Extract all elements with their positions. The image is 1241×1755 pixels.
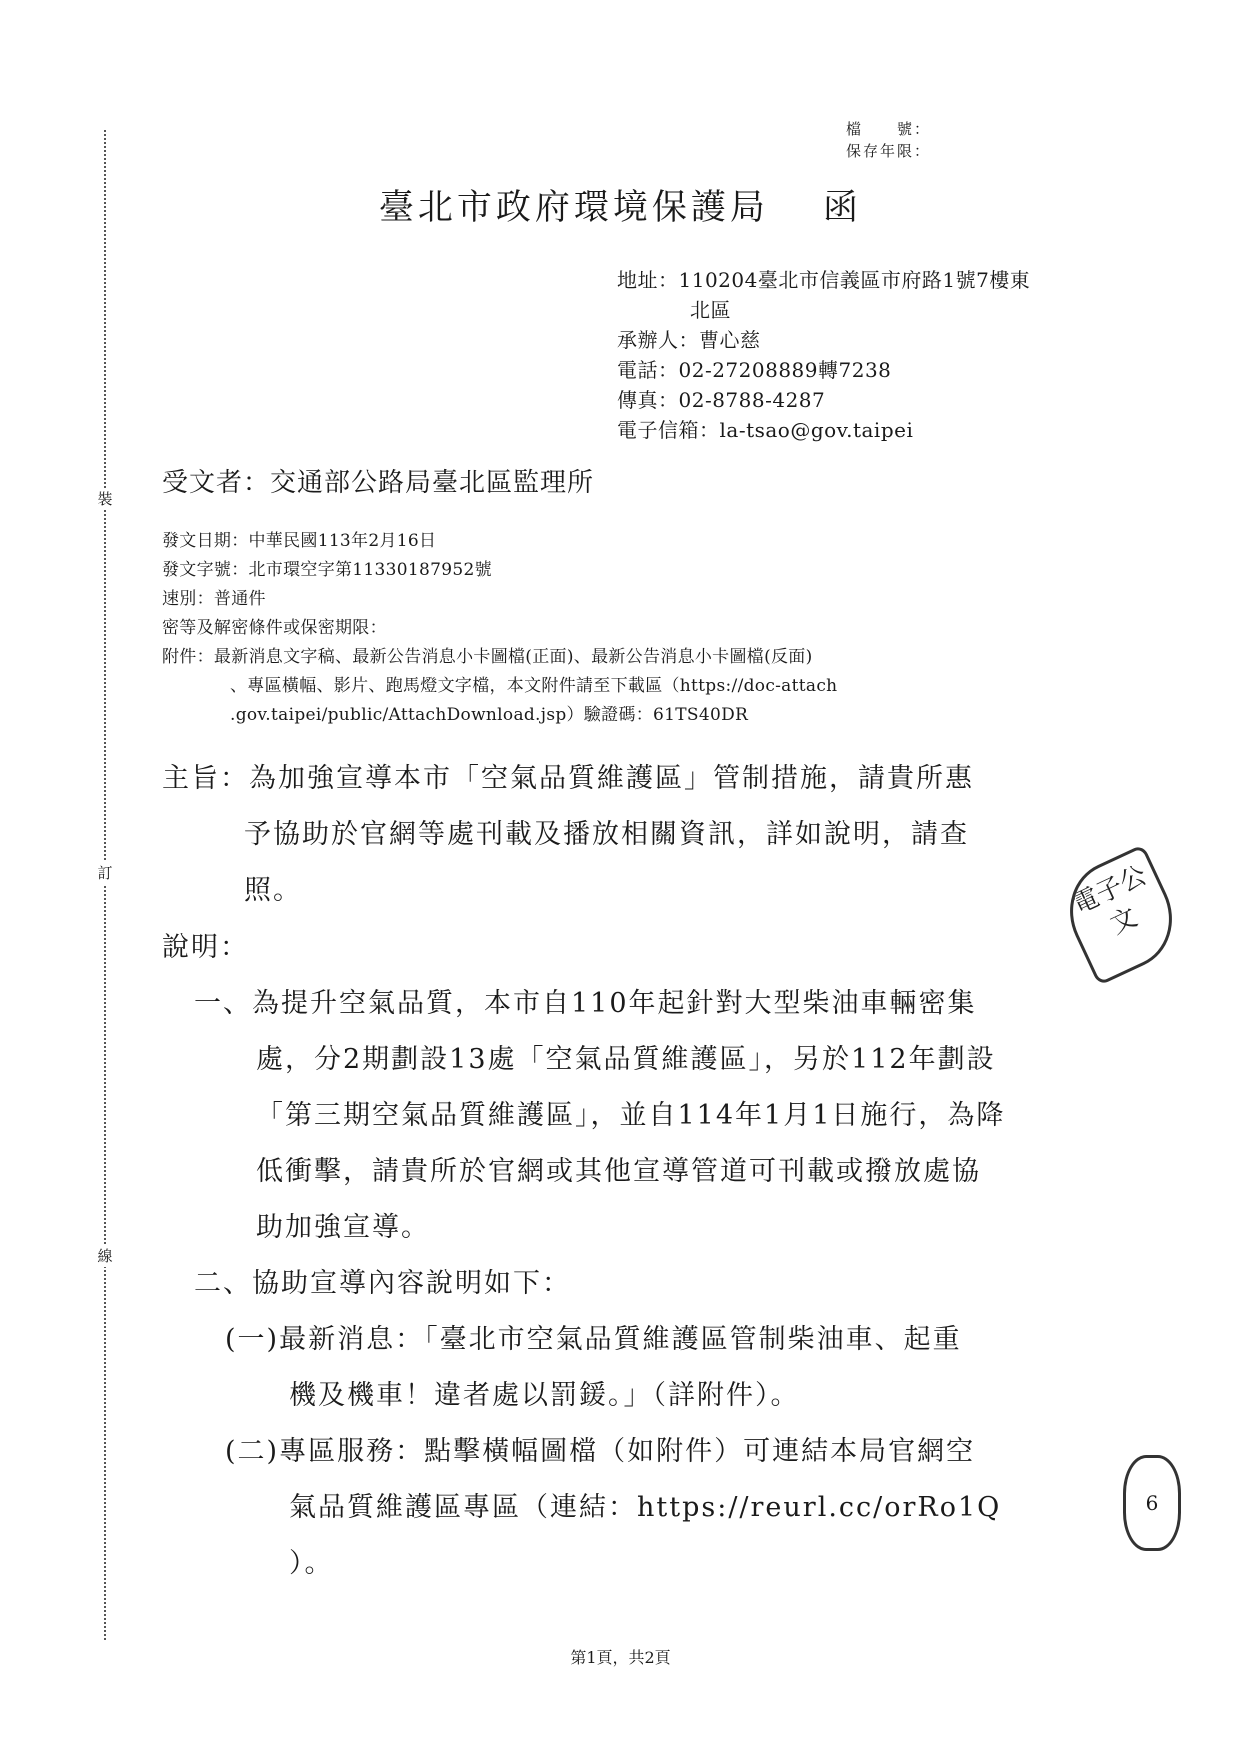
contact-email: 電子信箱：la-tsao@gov.taipei (617, 418, 914, 442)
binding-dotted-line (104, 130, 106, 1640)
sub-item-1-line-1: (一)最新消息：「臺北市空氣品質維護區管制柴油車、起重 (225, 1324, 962, 1355)
speed-category: 速別：普通件 (162, 589, 266, 609)
explanation-item-1-line-5: 助加強宣導。 (256, 1212, 430, 1243)
issue-date: 發文日期：中華民國113年2月16日 (162, 531, 437, 551)
sub-item-2-line-2: 氣品質維護區專區（連結：https://reurl.cc/orRo1Q (289, 1492, 1002, 1523)
explanation-item-1-line-4: 低衝擊，請貴所於官網或其他宣導管道可刊載或撥放處協 (256, 1156, 981, 1187)
explanation-item-1-line-3: 「第三期空氣品質維護區」，並自114年1月1日施行，為降 (256, 1100, 1006, 1131)
document-number: 發文字號：北市環空字第11330187952號 (162, 560, 492, 580)
binding-mark-xian: 線 (90, 1245, 120, 1267)
contact-handler: 承辦人：曹心慈 (617, 328, 761, 352)
page-number: 第1頁，共2頁 (570, 1648, 671, 1667)
contact-fax: 傳真：02-8788-4287 (617, 388, 826, 412)
attachment-line-3: .gov.taipei/public/AttachDownload.jsp）驗證碼：61TS40DR (230, 705, 749, 725)
retention-period-label: 保存年限： (845, 142, 931, 160)
binding-mark-zhuang: 裝 (90, 488, 120, 510)
subject-line-3: 照。 (244, 875, 302, 906)
sub-item-2-line-1: (二)專區服務：點擊橫幅圖檔（如附件）可連結本局官網空 (225, 1436, 976, 1467)
page-seal: 6 (1123, 1455, 1181, 1551)
attachment-line-1: 附件：最新消息文字稿、最新公告消息小卡圖檔(正面)、最新公告消息小卡圖檔(反面) (162, 647, 813, 667)
explanation-item-2-line-1: 二、協助宣導內容說明如下： (194, 1268, 571, 1299)
explanation-item-1-line-2: 處，分2期劃設13處「空氣品質維護區」，另於112年劃設 (256, 1044, 996, 1075)
electronic-document-stamp: 電子公文 (1052, 844, 1189, 986)
contact-phone: 電話：02-27208889轉7238 (617, 358, 892, 382)
explanation-heading: 說明： (162, 932, 249, 963)
secrecy-conditions: 密等及解密條件或保密期限： (162, 618, 387, 638)
explanation-item-1-line-1: 一、為提升空氣品質，本市自110年起針對大型柴油車輛密集 (194, 988, 977, 1019)
binding-mark-ding: 訂 (90, 862, 120, 884)
recipient: 受文者：交通部公路局臺北區監理所 (162, 468, 595, 498)
contact-address-cont: 北區 (690, 298, 731, 322)
subject-line-2: 予協助於官網等處刊載及播放相關資訊，詳如說明，請查 (244, 819, 969, 850)
sub-item-2-line-3: ）。 (289, 1548, 334, 1579)
contact-address: 地址：110204臺北市信義區市府路1號7樓東 (617, 268, 1031, 292)
document-title: 臺北市政府環境保護局 函 (378, 188, 863, 228)
subject-line-1: 主旨：為加強宣導本市「空氣品質維護區」管制措施，請貴所惠 (162, 763, 974, 794)
file-number-label: 檔 號： (845, 120, 931, 138)
sub-item-1-line-2: 機及機車！違者處以罰鍰。」（詳附件）。 (289, 1380, 800, 1411)
attachment-line-2: 、專區橫幅、影片、跑馬燈文字檔，本文附件請至下載區（https://doc-attach (230, 676, 838, 696)
